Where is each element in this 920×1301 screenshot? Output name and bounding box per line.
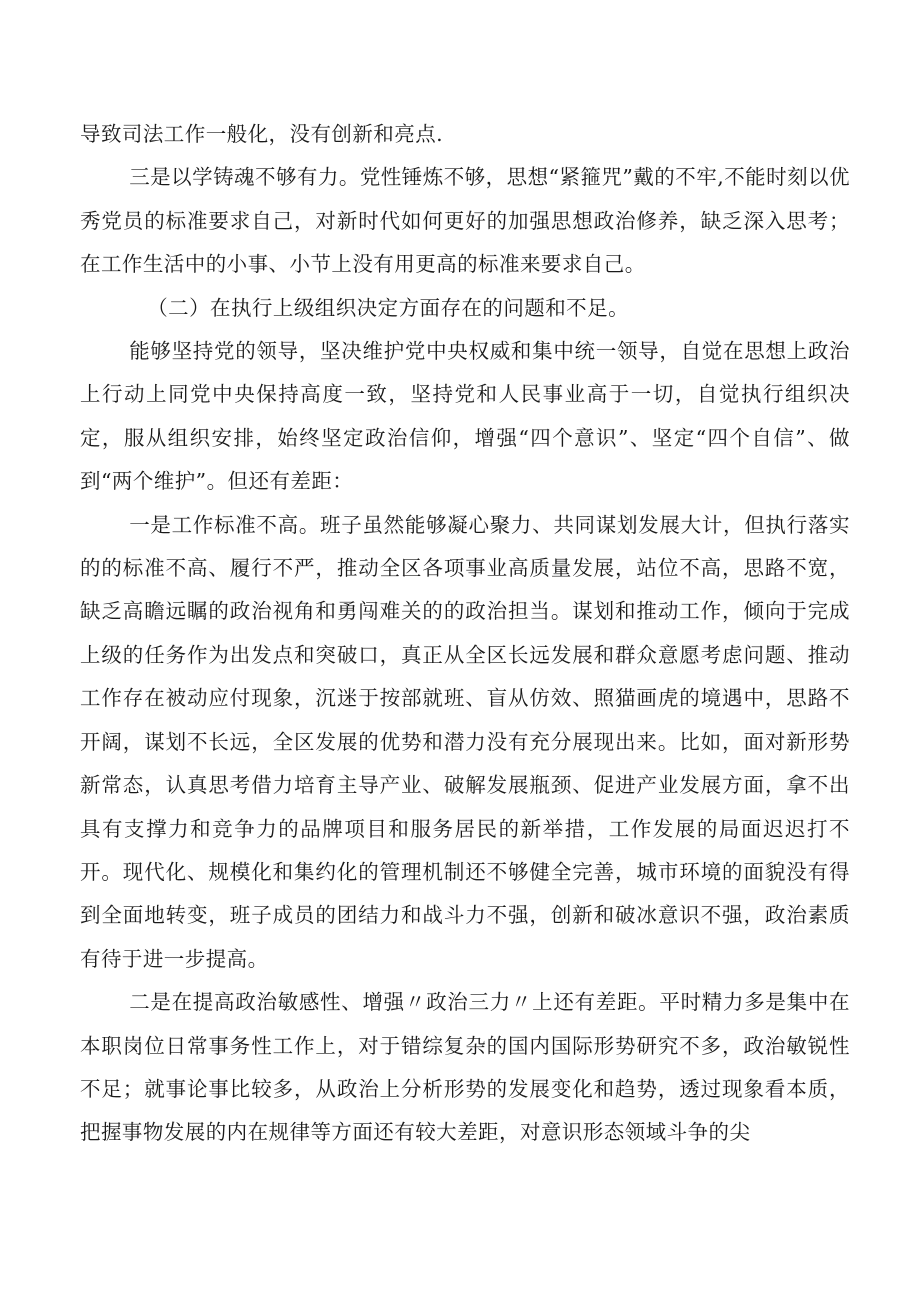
section-heading: （二）在执行上级组织决定方面存在的问题和不足。: [147, 295, 630, 320]
paragraph-point-three: 三是以学铸魂不够有力。党性锤炼不够，思想“紧箍咒”戴的不牢,不能时刻以优秀党员的标准要求自己，对新时代如何更好的加强思想政治修养，缺乏深入思考；在工作生活中的小事、小节上没有用更高的标准来要求自己。: [80, 165, 850, 277]
document-body: [80, 113, 850, 1155]
paragraph-point-two: 二是在提高政治敏感性、增强〃政治三力〃上还有差距。平时精力多是集中在本职岗位日常事务性工作上，对于错综复杂的国内国际形势研究不多，政治敏锐性不足；就事论事比较多，从政治上分析形势的发展变化和趋势，透过现象看本质，把握事物发展的内在规律等方面还有较大差距，对意识形态领域斗争的尖: [80, 990, 850, 1145]
paragraph-continuation: 导致司法工作一般化，没有创新和亮点.: [80, 122, 444, 146]
paragraph-point-one: 一是工作标准不高。班子虽然能够凝心聚力、共同谋划发展大计，但执行落实的的标准不高、履行不严，推动全区各项事业高质量发展，站位不高，思路不宽，缺乏高瞻远瞩的政治视角和勇闯难关的的政治担当。谋划和推动工作，倾向于完成上级的任务作为出发点和突破口，真正从全区长远发展和群众意愿考虑问题、推动工作存在被动应付现象，沉迷于按部就班、盲从仿效、照猫画虎的境遇中，思路不开阔，谋划不长远，全区发展的优势和潜力没有充分展现出来。比如，面对新形势新常态，认真思考借力培育主导产业、破解发展瓶颈、促进产业发展方面，拿不出具有支撑力和竞争力的品牌项目和服务居民的新举措，工作发展的局面迟迟打不开。现代化、规模化和集约化的管理机制还不够健全完善，城市环境的面貌没有得到全面地转变，班子成员的团结力和战斗力不强，创新和破冰意识不强，政治素质有待于进一步提高。: [80, 512, 850, 971]
paragraph-overview: 能够坚持党的领导，坚决维护党中央权威和集中统一领导，自觉在思想上政治上行动上同党中央保持高度一致，坚持党和人民事业高于一切，自觉执行组织决定，服从组织安排，始终坚定政治信仰，增强“四个意识”、坚定“四个自信”、做到“两个维护”。但还有差距：: [80, 339, 850, 494]
